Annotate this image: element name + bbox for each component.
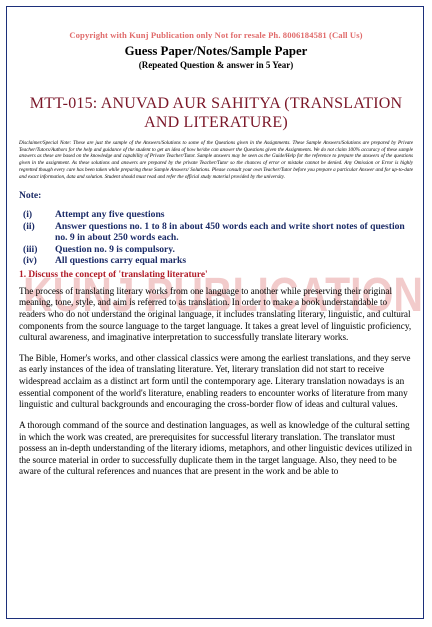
note-number: (ii) [23, 220, 35, 232]
course-title-line-1: MTT-015: ANUVAD AUR SAHITYA (TRANSLATION [29, 95, 403, 112]
answer-paragraph-2: The Bible, Homer's works, and other classical classics were among the earliest translations, and they serve as early instances of the idea of translating literature. Yet, literary translation did not start to receive widespread acclaim as a distinct art form until the contemporary age. Literary translation nowadays is an essential component of the world's literature, enabling readers to encounter works of literature from many linguistic and cultural backgrounds and encouraging the cross-border flow of ideas and cultural values. [19, 352, 411, 410]
note-item [19, 255, 413, 267]
guess-paper-subtitle: (Repeated Question & answer in 5 Year) [138, 60, 294, 70]
note-text: Question no. 9 is compulsory. [55, 243, 175, 255]
document-page [6, 6, 424, 619]
course-title-line-2: AND LITERATURE) [144, 114, 288, 131]
disclaimer: Disclaimer/Special Note: These are just the sample of the Answers/Solutions to some of the Questions given in the Assignments. These Sample Answers/Solutions are prepared by Private Teacher/Tutors/Authors for the help and guidance of the student to get an idea of how he/she can answer the Questions given the Assignments. We do not claim 100% accuracy of these sample answers as these are based on the knowledge and capability of Private Teacher/Tutor. Sample answers may be seen as the Guide/Help for the reference to prepare the answers of the questions given in the assignment. As these solutions and answers are prepared by the private Teacher/Tutor so the chances of error or mistake cannot be denied. Any Omission or Error is highly regretted though every care has been taken while preparing these Sample Answers/ Solutions. Please consult your own Teacher/Tutor before you prepare a particular Answer and for up-to-date and exact information, data and solution. Student should must read and refer the official study material provided by the university. [19, 140, 413, 180]
answer-paragraph-1: The process of translating literary works from one language to another while preserving their original meaning, tone, style, and aim is referred to as translation. In order to make a book understandable to readers who do not understand the original language, it includes translating literary, linguistic, and cultural components from the source language to the target language. It takes a great level of linguistic proficiency, cultural awareness, and imaginative interpretation to successfully translate literary works. [19, 285, 412, 343]
course-title [19, 94, 413, 132]
note-text: Attempt any five questions [55, 209, 165, 221]
guess-paper-title: Guess Paper/Notes/Sample Paper [124, 44, 308, 58]
answer-paragraph-3: A thorough command of the source and destination languages, as well as knowledge of the cultural setting in which the work was created, are prerequisites for successful literary translation. The translator must possess an in-depth understanding of the literary idioms, metaphors, and other linguistic devices utilized in the source material in order to successfully duplicate them in the target language. Also, they need to be aware of the cultural references and nuances that are present in the work and be able to [19, 420, 412, 477]
note-item [19, 244, 413, 256]
note-item [19, 221, 413, 244]
note-number: (iii) [23, 243, 38, 255]
note-text: Answer questions no. 1 to 8 in about 450 words each and write short notes of question no. 9 in about 250 words each. [55, 220, 405, 244]
note-number: (iv) [23, 255, 37, 267]
notes-list [19, 209, 413, 267]
note-number: (i) [23, 209, 33, 221]
note-text: All questions carry equal marks [55, 255, 187, 267]
copyright-notice: Copyright with Kunj Publication only Not for resale Ph. 8006184581 (Call Us) [69, 30, 363, 40]
watermark-text: KUNJ PUBLICATION [23, 269, 423, 319]
note-item [19, 209, 413, 221]
question-heading: 1. Discuss the concept of 'translating literature' [19, 269, 208, 280]
note-label: Note: [19, 190, 42, 202]
